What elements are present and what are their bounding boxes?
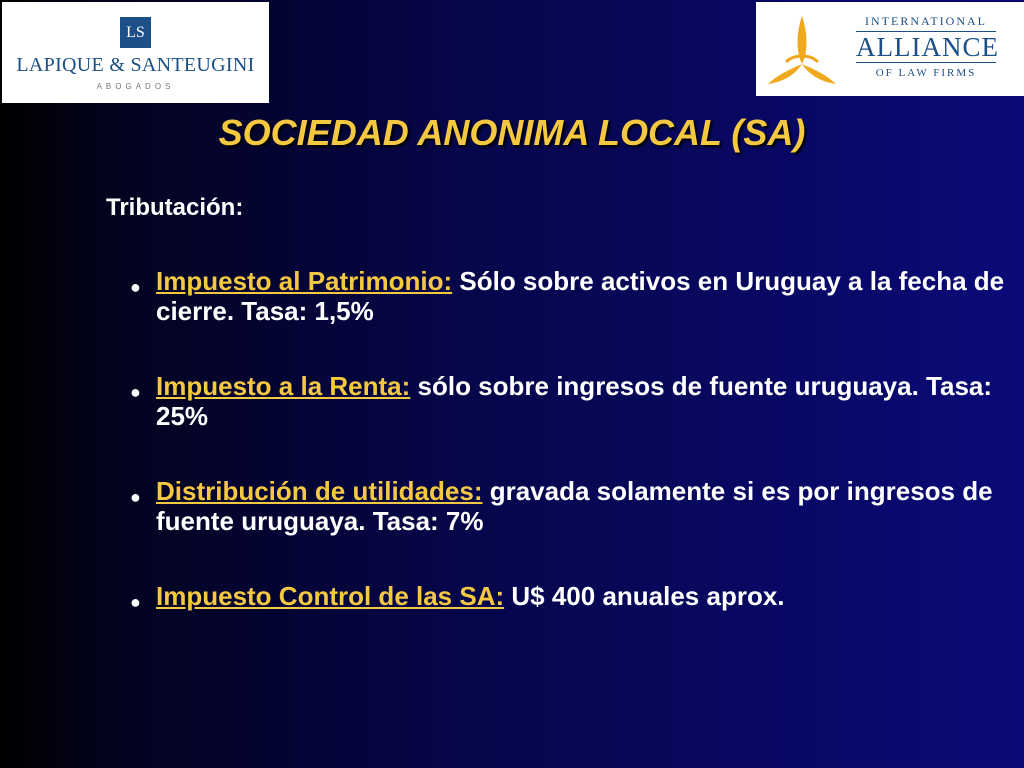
firm-subtitle: ABOGADOS — [96, 82, 175, 91]
bullet-text: U$ 400 anuales aprox. — [504, 581, 785, 611]
slide-title: SOCIEDAD ANONIMA LOCAL (SA) — [218, 112, 806, 153]
bullet-term: Impuesto al Patrimonio: — [156, 266, 453, 296]
bullet-item-renta — [130, 371, 1014, 431]
bullet-dot-icon: ● — [130, 382, 141, 402]
bullet-text: Sólo sobre activos en Uruguay a la fecha de cierre. Tasa: 1,5% — [156, 266, 1005, 326]
ls-monogram: LS — [120, 17, 151, 48]
bullet-dot-icon: ● — [130, 592, 141, 612]
bullet-text: gravada solamente si es por ingresos de fuente uruguaya. Tasa: 7% — [156, 476, 993, 536]
bullet-list — [130, 266, 1014, 656]
subheading-tributacion: Tributación: — [106, 194, 244, 221]
bullet-dot-icon: ● — [130, 277, 141, 297]
bullet-dot-icon: ● — [130, 487, 141, 507]
alliance-line-international: INTERNATIONAL — [865, 14, 987, 28]
bullet-item-control — [130, 581, 1014, 611]
bullet-term: Impuesto Control de las SA: — [156, 581, 505, 611]
bullet-term: Impuesto a la Renta: — [156, 371, 411, 401]
bullet-item-patrimonio — [130, 266, 1014, 326]
bullet-text: sólo sobre ingresos de fuente uruguaya. Tasa: 25% — [156, 371, 993, 431]
bullet-term: Distribución de utilidades: — [156, 476, 483, 506]
international-alliance-logo — [756, 2, 1024, 96]
lapique-santeugini-logo — [2, 2, 269, 103]
alliance-line-alliance: ALLIANCE — [856, 32, 999, 62]
alliance-emblem-icon — [766, 12, 838, 86]
firm-name: LAPIQUE & SANTEUGINI — [16, 54, 255, 76]
bullet-item-utilidades — [130, 476, 1014, 536]
alliance-line-law-firms: OF LAW FIRMS — [875, 67, 977, 79]
